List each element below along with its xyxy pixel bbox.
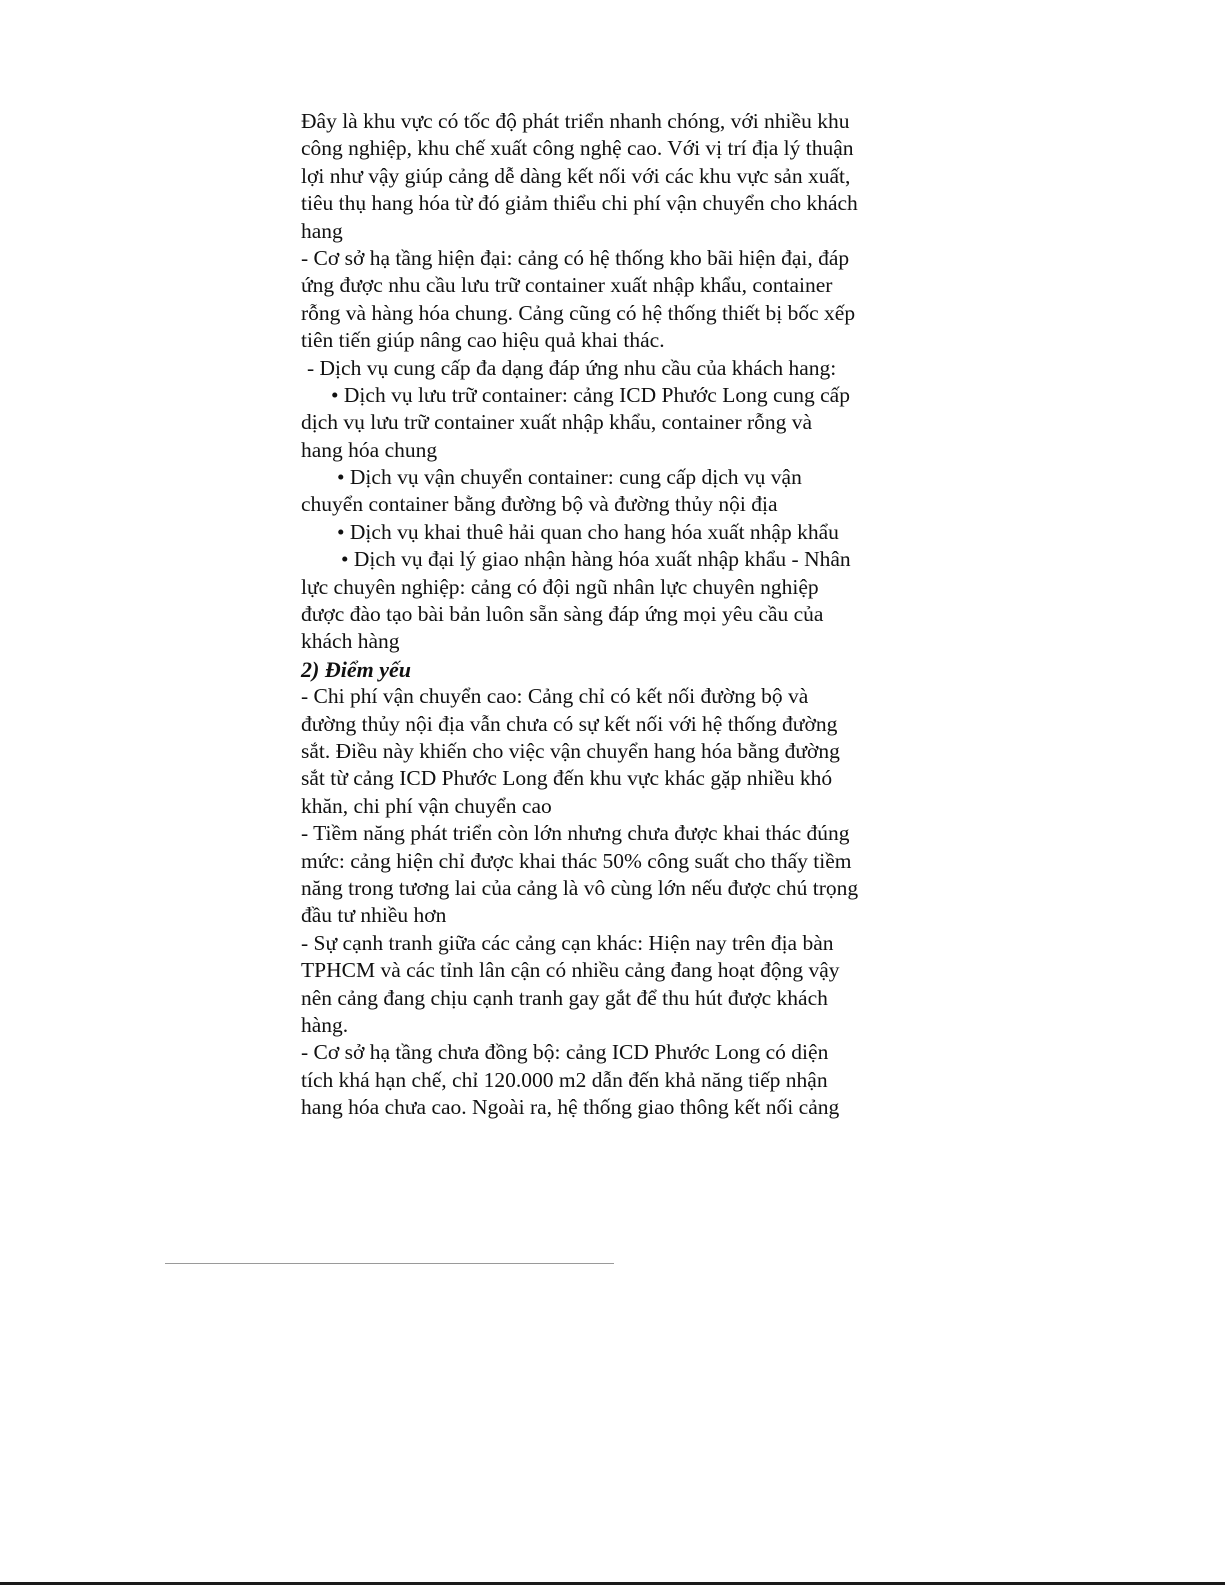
text-line: hang hóa chưa cao. Ngoài ra, hệ thống giao thông kết nối cảng — [301, 1095, 840, 1120]
text-line: • Dịch vụ khai thuê hải quan cho hang hóa xuất nhập khẩu — [337, 519, 839, 544]
text-line: sắt từ cảng ICD Phước Long đến khu vực khác gặp nhiều khó — [301, 766, 833, 791]
text-line: • Dịch vụ vận chuyển container: cung cấp dịch vụ vận — [337, 465, 802, 490]
text-line: - Sự cạnh tranh giữa các cảng cạn khác: Hiện nay trên địa bàn — [301, 930, 834, 955]
text-line: khăn, chi phí vận chuyển cao — [301, 793, 552, 818]
text-line: tiêu thụ hang hóa từ đó giảm thiểu chi phí vận chuyển cho khách — [301, 191, 858, 216]
text-line: lực chuyên nghiệp: cảng có đội ngũ nhân lực chuyên nghiệp — [301, 574, 819, 599]
text-line: chuyển container bằng đường bộ và đường thủy nội địa — [301, 492, 778, 517]
text-line: ứng được nhu cầu lưu trữ container xuất nhập khẩu, container — [301, 273, 833, 298]
text-line: năng trong tương lai của cảng là vô cùng lớn nếu được chú trọng — [301, 875, 859, 900]
text-line: - Cơ sở hạ tầng chưa đồng bộ: cảng ICD Phước Long có diện — [301, 1040, 829, 1065]
footnote-separator — [165, 1263, 614, 1264]
text-line: TPHCM và các tỉnh lân cận có nhiều cảng đang hoạt động vậy — [301, 958, 840, 983]
body-text — [301, 108, 931, 1121]
text-line: được đào tạo bài bản luôn sẵn sàng đáp ứng mọi yêu cầu của — [301, 602, 824, 627]
section-heading: 2) Điểm yếu — [301, 656, 411, 682]
text-line: • Dịch vụ đại lý giao nhận hàng hóa xuất nhập khẩu - Nhân — [341, 547, 851, 572]
text-line: - Tiềm năng phát triển còn lớn nhưng chưa được khai thác đúng — [301, 821, 850, 846]
text-line: Đây là khu vực có tốc độ phát triển nhanh chóng, với nhiều khu — [301, 109, 850, 133]
text-line: sắt. Điều này khiến cho việc vận chuyển hang hóa bằng đường — [301, 738, 840, 763]
text-line: tích khá hạn chế, chỉ 120.000 m2 dẫn đến khả năng tiếp nhận — [301, 1067, 828, 1092]
text-line: rỗng và hàng hóa chung. Cảng cũng có hệ thống thiết bị bốc xếp — [301, 300, 856, 325]
text-line: tiên tiến giúp nâng cao hiệu quả khai thác. — [301, 328, 665, 353]
text-line: dịch vụ lưu trữ container xuất nhập khẩu, container rỗng và — [301, 410, 813, 435]
text-line: - Cơ sở hạ tầng hiện đại: cảng có hệ thống kho bãi hiện đại, đáp — [301, 245, 850, 270]
text-line: hàng. — [301, 1012, 349, 1037]
text-line: mức: cảng hiện chỉ được khai thác 50% công suất cho thấy tiềm — [301, 848, 852, 873]
text-line: đường thủy nội địa vẫn chưa có sự kết nối với hệ thống đường — [301, 711, 838, 736]
text-line: • Dịch vụ lưu trữ container: cảng ICD Phước Long cung cấp — [331, 382, 850, 407]
text-line: công nghiệp, khu chế xuất công nghệ cao. Với vị trí địa lý thuận — [301, 136, 854, 161]
text-line: hang — [301, 218, 343, 243]
text-line: hang hóa chung — [301, 437, 438, 462]
text-line: - Chi phí vận chuyển cao: Cảng chỉ có kết nối đường bộ và — [301, 684, 809, 709]
text-line: đầu tư nhiều hơn — [301, 903, 447, 928]
text-line: - Dịch vụ cung cấp đa dạng đáp ứng nhu cầu của khách hang: — [307, 355, 837, 380]
text-line: khách hàng — [301, 629, 400, 654]
text-line: lợi như vậy giúp cảng dễ dàng kết nối với các khu vực sản xuất, — [301, 163, 851, 188]
text-line: nên cảng đang chịu cạnh tranh gay gắt để thu hút được khách — [301, 985, 828, 1010]
